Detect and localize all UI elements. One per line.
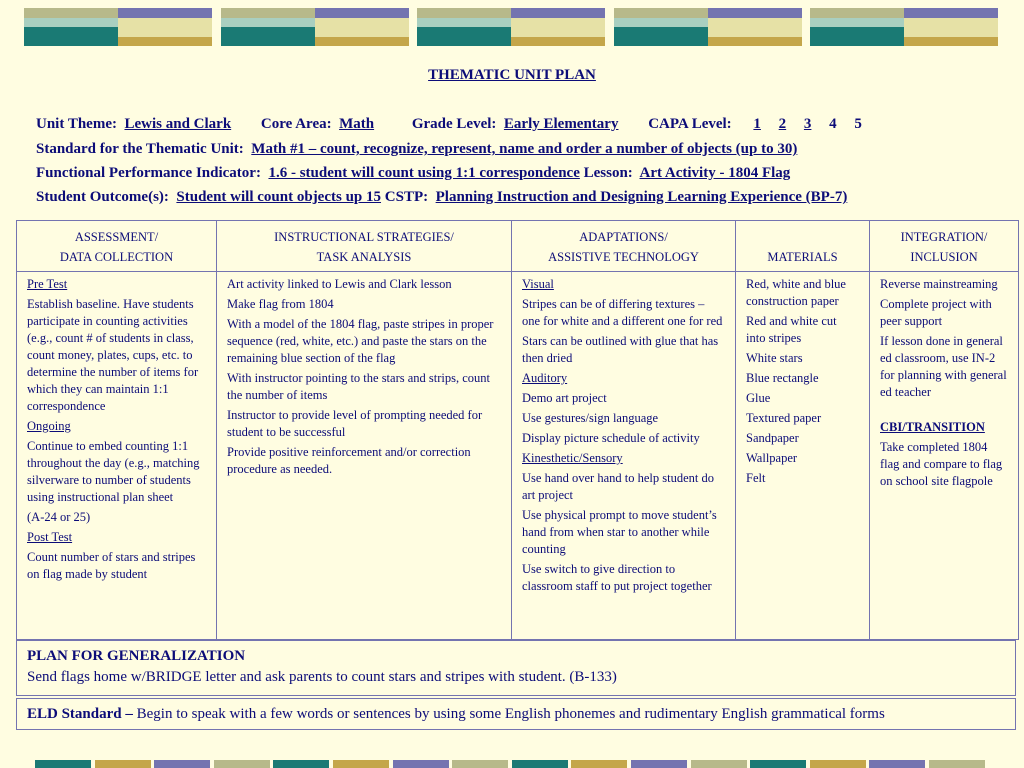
visual-label: Visual	[522, 277, 554, 291]
cbi-transition-text: Take completed 1804 flag and compare to flag on school site flagpole	[880, 440, 1003, 488]
lesson-label: Lesson:	[583, 165, 633, 181]
ongoing-text: Continue to embed counting 1:1 throughout the day (e.g., matching silverware to number of students using instructional plan sheet	[27, 439, 200, 504]
kinesthetic-label: Kinesthetic/Sensory	[522, 451, 623, 465]
integration-item: If lesson done in general ed classroom, use IN-2 for planning with general ed teacher	[880, 334, 1007, 399]
banner-segment	[333, 760, 389, 768]
banner-segment	[691, 760, 747, 768]
material-item: Red and white cut into stripes	[746, 314, 837, 345]
banner-segment	[571, 760, 627, 768]
table-header-row	[17, 221, 1019, 272]
banner-segment	[929, 760, 985, 768]
auditory-item: Display picture schedule of activity	[522, 431, 700, 445]
material-item: Textured paper	[746, 411, 822, 425]
top-decorative-banner	[24, 8, 998, 46]
eld-standard-box	[16, 698, 1016, 730]
kinesthetic-item: Use hand over hand to help student do art project	[522, 471, 714, 502]
header-adaptations: ADAPTATIONS/ ASSISTIVE TECHNOLOGY	[512, 221, 736, 272]
ongoing-label: Ongoing	[27, 419, 71, 433]
banner-segment	[452, 760, 508, 768]
standard-label: Standard for the Thematic Unit:	[36, 141, 244, 157]
banner-segment	[35, 760, 91, 768]
header-assessment: ASSESSMENT/ DATA COLLECTION	[17, 221, 217, 272]
assessment-cell	[17, 272, 217, 640]
cbi-transition-label: CBI/TRANSITION	[880, 420, 985, 434]
strategy-item: With a model of the 1804 flag, paste stripes in proper sequence (red, white, etc.) and paste the stars on the remaining blue section of the flag	[227, 317, 494, 365]
unit-theme-value: Lewis and Clark	[124, 116, 232, 132]
material-item: Wallpaper	[746, 451, 798, 465]
standard-line	[36, 141, 797, 158]
kinesthetic-item: Use physical prompt to move student’s hand from when star to another while counting	[522, 508, 717, 556]
integration-item: Complete project with peer support	[880, 297, 992, 328]
integration-cell	[870, 272, 1019, 640]
core-area-value: Math	[339, 116, 375, 132]
indicator-line	[36, 165, 790, 182]
strategy-item: Make flag from 1804	[227, 297, 334, 311]
integration-item: Reverse mainstreaming	[880, 277, 998, 291]
banner-segment	[273, 760, 329, 768]
visual-item: Stars can be outlined with glue that has then dried	[522, 334, 719, 365]
banner-segment	[214, 760, 270, 768]
strategy-item: Instructor to provide level of prompting needed for student to be successful	[227, 408, 483, 439]
lesson-plan-table	[16, 220, 1019, 640]
grade-level-label: Grade Level:	[411, 116, 497, 132]
banner-block	[24, 8, 212, 46]
auditory-label: Auditory	[522, 371, 568, 385]
banner-segment	[95, 760, 151, 768]
strategy-item: Art activity linked to Lewis and Clark lesson	[227, 277, 452, 291]
capa-level-4: 4	[829, 116, 837, 132]
pre-test-label: Pre Test	[27, 277, 68, 291]
banner-segment	[750, 760, 806, 768]
visual-item: Stripes can be of differing textures – one for white and a different one for red	[522, 297, 723, 328]
outcome-label: Student Outcome(s):	[36, 189, 169, 205]
indicator-value: 1.6 - student will count using 1:1 correspondence	[268, 165, 580, 181]
material-item: White stars	[746, 351, 803, 365]
banner-segment	[154, 760, 210, 768]
material-item: Sandpaper	[746, 431, 799, 445]
banner-block	[417, 8, 605, 46]
cstp-value: Planning Instruction and Designing Learning Experience (BP-7)	[435, 189, 848, 205]
banner-segment	[631, 760, 687, 768]
material-item: Red, white and blue construction paper	[746, 277, 846, 308]
auditory-item: Demo art project	[522, 391, 607, 405]
material-item: Blue rectangle	[746, 371, 819, 385]
ongoing-ref: (A-24 or 25)	[27, 510, 91, 524]
table-body-row	[17, 272, 1019, 640]
banner-segment	[869, 760, 925, 768]
capa-level-5: 5	[854, 116, 862, 132]
generalization-text: Send flags home w/BRIDGE letter and ask parents to count stars and stripes with student. (B-133)	[27, 669, 617, 685]
banner-segment	[512, 760, 568, 768]
banner-block	[221, 8, 409, 46]
header-strategies: INSTRUCTIONAL STRATEGIES/ TASK ANALYSIS	[217, 221, 512, 272]
header-integration: INTEGRATION/ INCLUSION	[870, 221, 1019, 272]
banner-block	[810, 8, 998, 46]
banner-segment	[810, 760, 866, 768]
unit-theme-label: Unit Theme:	[36, 116, 117, 132]
auditory-item: Use gestures/sign language	[522, 411, 659, 425]
banner-block	[614, 8, 802, 46]
generalization-title: PLAN FOR GENERALIZATION	[27, 648, 246, 664]
core-area-label: Core Area:	[260, 116, 332, 132]
header-materials: MATERIALS	[736, 221, 870, 272]
unit-info-line	[36, 116, 862, 133]
eld-text: Begin to speak with a few words or sentences by using some English phonemes and rudimentary English grammatical forms	[136, 706, 885, 722]
strategy-item: With instructor pointing to the stars and strips, count the number of items	[227, 371, 491, 402]
standard-value: Math #1 – count, recognize, represent, name and order a number of objects (up to 30)	[251, 141, 798, 157]
material-item: Glue	[746, 391, 771, 405]
materials-cell	[736, 272, 870, 640]
capa-level-3: 3	[803, 116, 812, 132]
page-title: THEMATIC UNIT PLAN	[428, 67, 596, 83]
adaptations-cell	[512, 272, 736, 640]
kinesthetic-item: Use switch to give direction to classroom staff to put project together	[522, 562, 712, 593]
capa-level-2: 2	[778, 116, 787, 132]
indicator-label: Functional Performance Indicator:	[36, 165, 261, 181]
eld-label: ELD Standard –	[27, 706, 133, 722]
cstp-label: CSTP:	[384, 189, 429, 205]
pre-test-text: Establish baseline. Have students participate in counting activities (e.g., count # of students in class, count money, plates, cups, etc. to determine the number of items for which they can maintain 1:1 correspondence	[27, 297, 199, 413]
outcome-value: Student will count objects up 15	[176, 189, 382, 205]
grade-level-value: Early Elementary	[503, 116, 619, 132]
bottom-decorative-banner	[35, 760, 989, 768]
generalization-box	[16, 640, 1016, 696]
capa-level-label: CAPA Level:	[648, 116, 732, 132]
material-item: Felt	[746, 471, 766, 485]
lesson-value: Art Activity - 1804 Flag	[639, 165, 791, 181]
outcome-line	[36, 189, 847, 206]
strategies-cell	[217, 272, 512, 640]
strategy-item: Provide positive reinforcement and/or correction procedure as needed.	[227, 445, 471, 476]
capa-level-1: 1	[753, 116, 761, 132]
post-test-label: Post Test	[27, 530, 73, 544]
banner-segment	[393, 760, 449, 768]
post-test-text: Count number of stars and stripes on flag made by student	[27, 550, 196, 581]
